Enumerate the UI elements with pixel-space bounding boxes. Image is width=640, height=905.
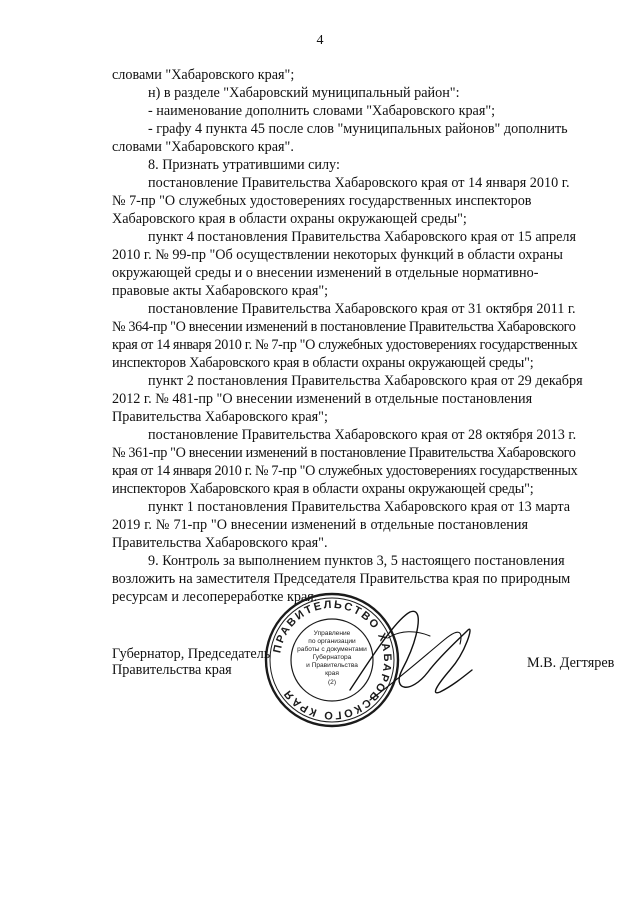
text-line: края от 14 января 2010 г. № 7-пр "О служебных удостоверениях государственных bbox=[112, 463, 578, 479]
text-line: № 364-пр "О внесении изменений в постановление Правительства Хабаровского bbox=[112, 319, 576, 335]
text-line: 2010 г. № 99-пр "Об осуществлении некоторых функций в области охраны bbox=[112, 247, 563, 263]
svg-text:края: края bbox=[325, 670, 339, 677]
svg-text:Губернатора: Губернатора bbox=[312, 654, 352, 661]
text-line: постановление Правительства Хабаровского края от 31 октября 2011 г. bbox=[148, 301, 576, 317]
text-line: ресурсам и лесопереработке края. bbox=[112, 589, 318, 605]
text-line: постановление Правительства Хабаровского края от 14 января 2010 г. bbox=[148, 175, 570, 191]
page-number: 4 bbox=[316, 33, 324, 48]
signatory-title-line1: Губернатор, Председатель bbox=[112, 646, 271, 662]
text-line: - наименование дополнить словами "Хабаровского края"; bbox=[148, 103, 496, 119]
text-line: 2019 г. № 71-пр "О внесении изменений в отдельные постановления bbox=[112, 517, 528, 533]
text-line: инспекторов Хабаровского края в области охраны окружающей среды"; bbox=[112, 355, 534, 371]
text-line: пункт 2 постановления Правительства Хабаровского края от 29 декабря bbox=[148, 373, 583, 389]
text-line: края от 14 января 2010 г. № 7-пр "О служебных удостоверениях государственных bbox=[112, 337, 578, 353]
svg-text:и Правительства: и Правительства bbox=[306, 662, 358, 669]
text-line: Правительства Хабаровского края". bbox=[112, 535, 328, 551]
svg-text:по организации: по организации bbox=[308, 638, 356, 645]
text-line: пункт 4 постановления Правительства Хабаровского края от 15 апреля bbox=[148, 229, 577, 245]
text-line: возложить на заместителя Председателя Правительства края по природным bbox=[112, 571, 571, 587]
signatory-name: М.В. Дегтярев bbox=[527, 655, 615, 671]
text-line: инспекторов Хабаровского края в области охраны окружающей среды"; bbox=[112, 481, 534, 497]
text-line: 2012 г. № 481-пр "О внесении изменений в отдельные постановления bbox=[112, 391, 533, 407]
text-line: словами "Хабаровского края"; bbox=[112, 67, 295, 83]
text-line: пункт 1 постановления Правительства Хабаровского края от 13 марта bbox=[148, 499, 571, 515]
text-line: словами "Хабаровского края". bbox=[112, 139, 294, 155]
text-line: правовые акты Хабаровского края"; bbox=[112, 283, 329, 299]
svg-text:(2): (2) bbox=[327, 679, 337, 686]
handwritten-signature bbox=[340, 600, 480, 720]
text-line: 8. Признать утратившими силу: bbox=[148, 157, 340, 173]
svg-text:ПРАВИТЕЛЬСТВО ХАБАРОВСКОГО КРА: ПРАВИТЕЛЬСТВО ХАБАРОВСКОГО КРАЯ bbox=[271, 598, 394, 722]
text-line: Правительства Хабаровского края"; bbox=[112, 409, 328, 425]
text-line: н) в разделе "Хабаровский муниципальный район": bbox=[148, 85, 460, 101]
text-line: Хабаровского края в области охраны окружающей среды"; bbox=[112, 211, 467, 227]
svg-text:Управление: Управление bbox=[313, 630, 351, 637]
text-line: постановление Правительства Хабаровского края от 28 октября 2013 г. bbox=[148, 427, 577, 443]
signatory-title-line2: Правительства края bbox=[112, 662, 232, 678]
text-line: - графу 4 пункта 45 после слов "муниципальных районов" дополнить bbox=[148, 121, 568, 137]
text-line: № 7-пр "О служебных удостоверениях государственных инспекторов bbox=[112, 193, 532, 209]
text-line: № 361-пр "О внесении изменений в постановление Правительства Хабаровского bbox=[112, 445, 576, 461]
svg-text:работы с документами: работы с документами bbox=[297, 646, 367, 653]
text-line: окружающей среды и о внесении изменений в отдельные нормативно- bbox=[112, 265, 539, 281]
text-line: 9. Контроль за выполнением пунктов 3, 5 настоящего постановления bbox=[148, 553, 565, 569]
signatory-title bbox=[112, 646, 270, 678]
